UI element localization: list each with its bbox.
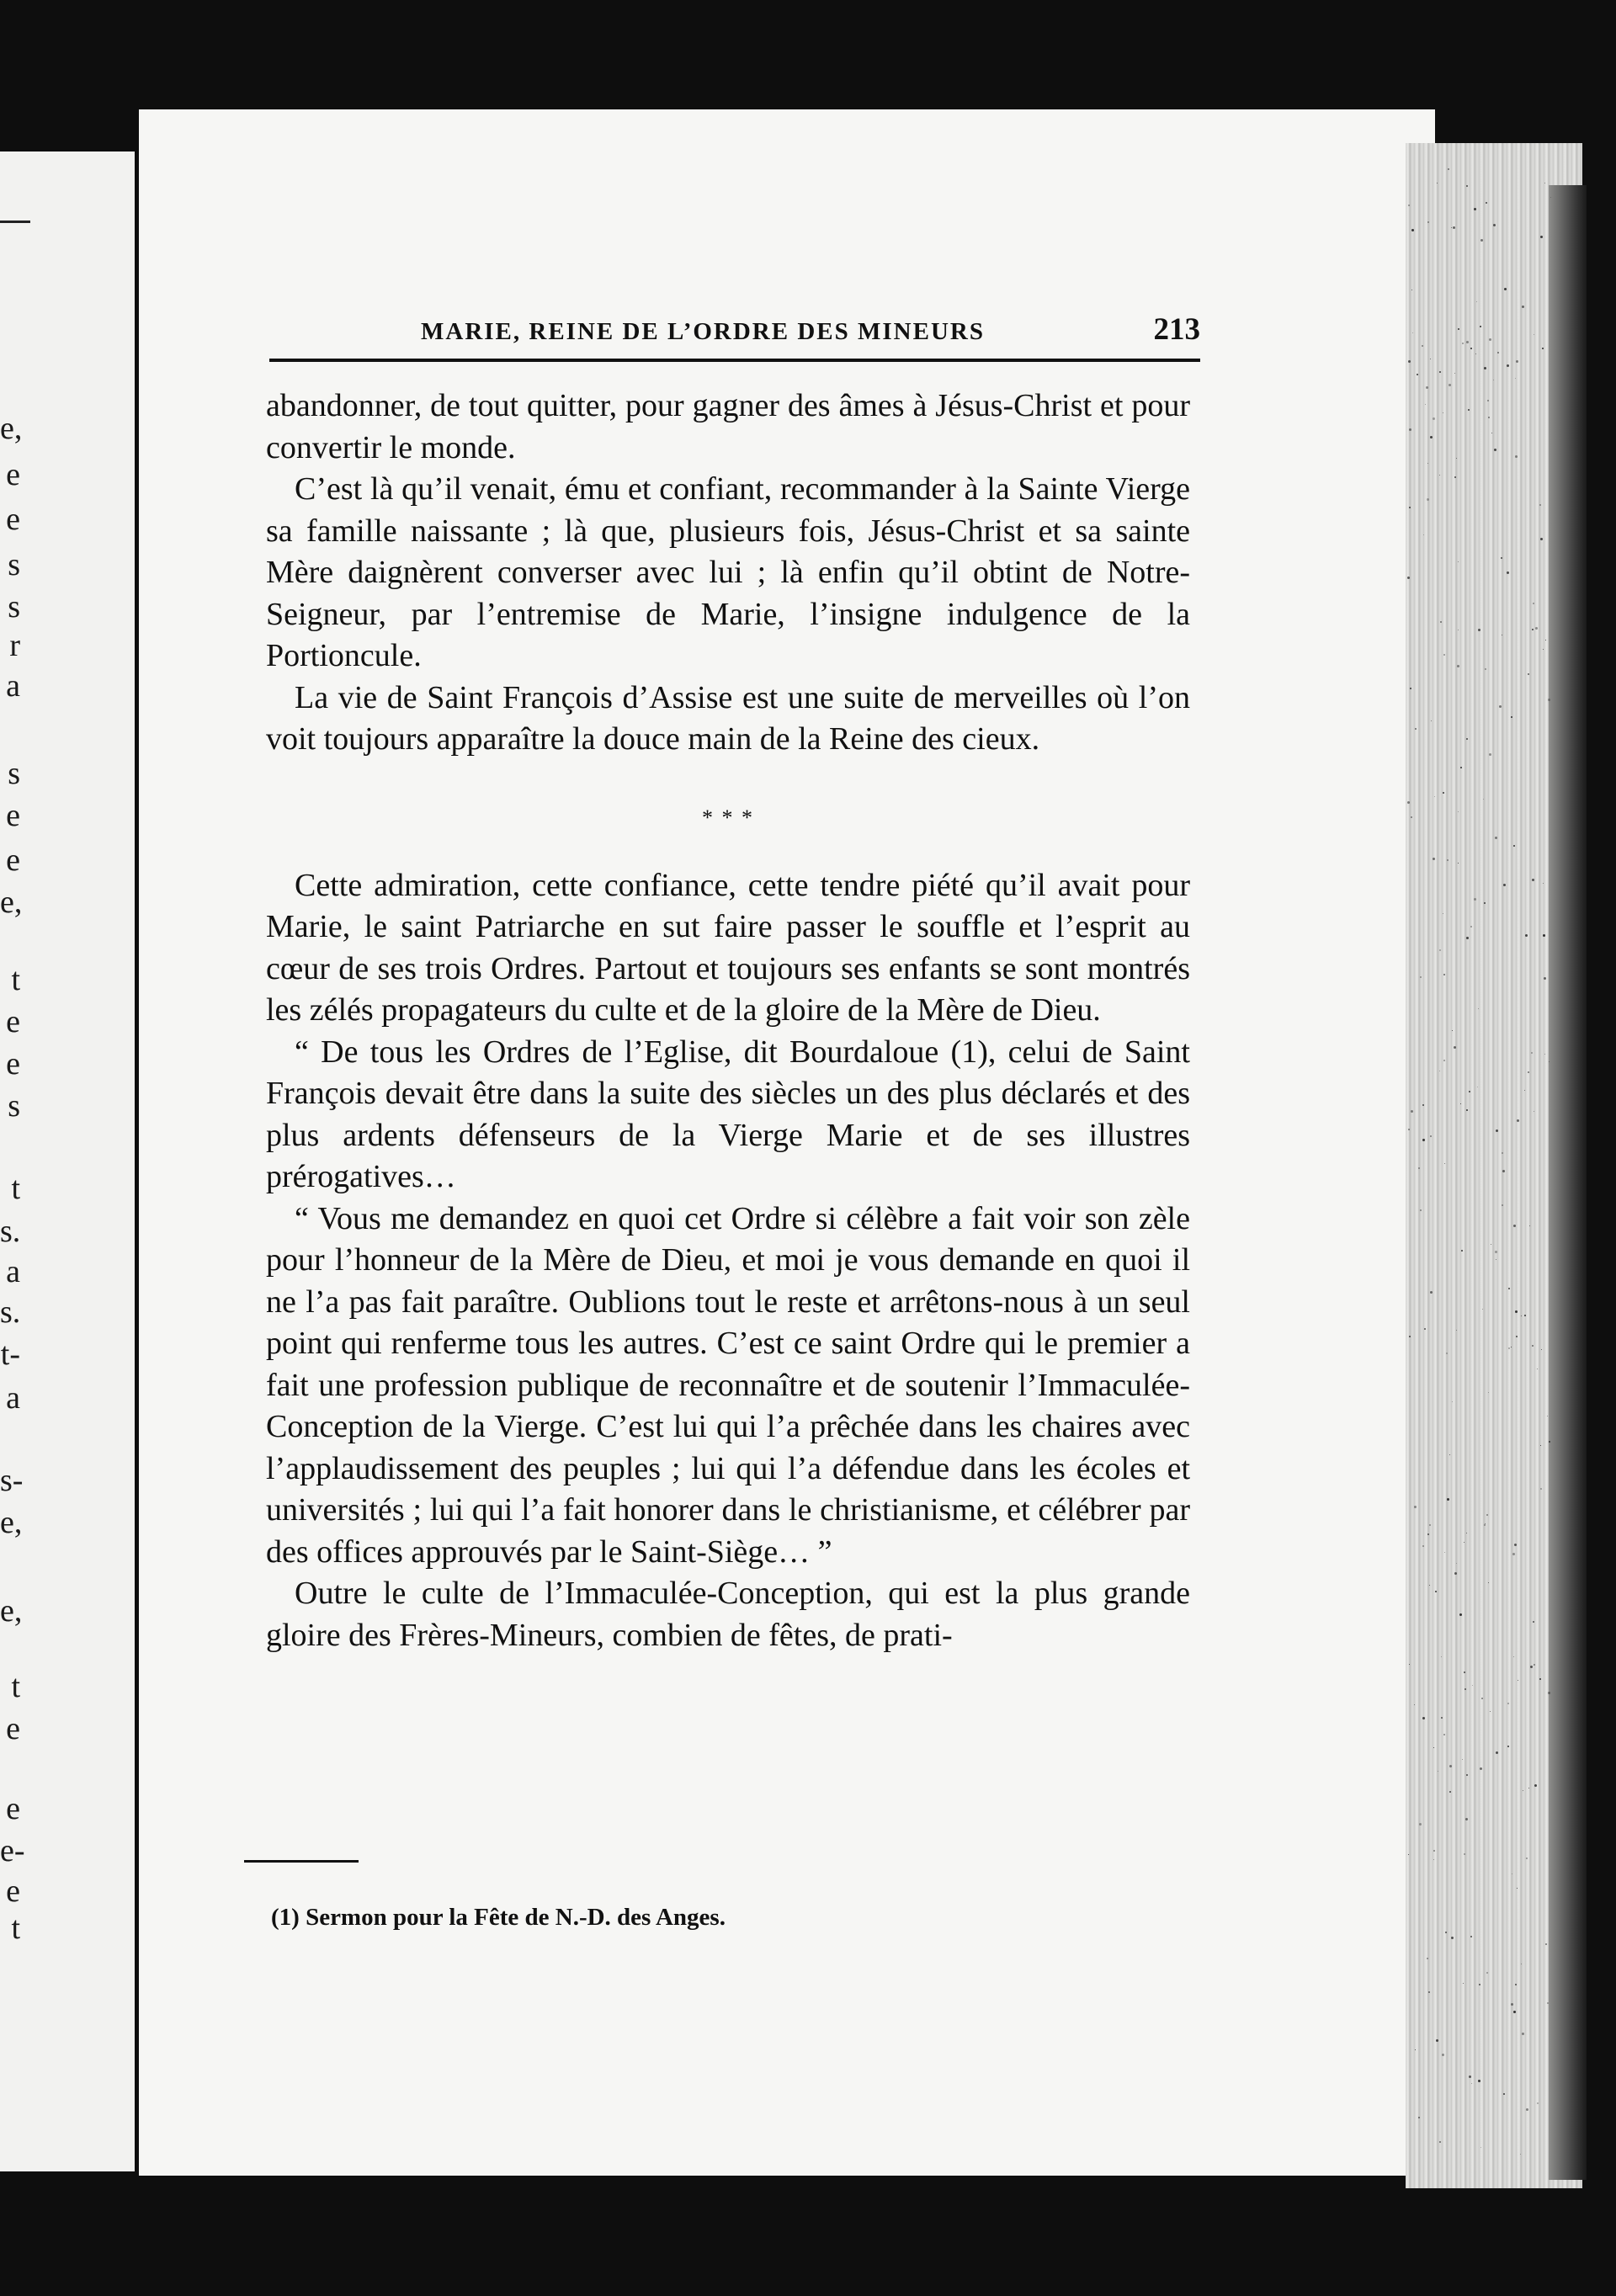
section-separator: * * * <box>702 805 754 830</box>
previous-page-fragment: t <box>11 1171 20 1206</box>
speck <box>1457 665 1459 667</box>
speck <box>1427 498 1429 501</box>
speck <box>1466 341 1469 343</box>
speck <box>1495 837 1497 839</box>
speck <box>1446 1353 1448 1354</box>
paragraph-5: “ De tous les Ordres de l’Eglise, dit Bourdaloue (1), celui de Saint François devait être dans la suite des siècles un des plus déclarés et des plus ardents défenseurs de la Vierge Marie et de ses illustres prérogatives… <box>266 1034 1190 1194</box>
speck <box>1466 1109 1468 1111</box>
speck <box>1454 476 1456 478</box>
speck <box>1540 1445 1541 1446</box>
speck <box>1468 409 1470 411</box>
speck <box>1544 977 1546 980</box>
speck <box>1507 364 1509 367</box>
previous-page-fragment: e <box>6 502 20 537</box>
speck <box>1458 811 1459 812</box>
previous-page-fragment: e- <box>0 1833 25 1868</box>
speck <box>1550 197 1551 198</box>
previous-page-fragment: e <box>6 457 20 492</box>
speck <box>1549 1061 1550 1062</box>
speck <box>1460 767 1462 768</box>
speck <box>1439 371 1441 373</box>
speck <box>1418 2117 1420 2118</box>
footnote-rule <box>244 1860 359 1863</box>
footnote: (1) Sermon pour la Fête de N.-D. des Anges. <box>271 1904 726 1931</box>
speck <box>1469 2075 1471 2078</box>
speck <box>1415 2049 1416 2050</box>
speck <box>1497 352 1499 353</box>
speck <box>1489 753 1491 756</box>
speck <box>1478 2080 1480 2082</box>
paragraph-4: Cette admiration, cette confiance, cette tendre piété qu’il avait pour Marie, le saint Patriarche en sut faire passer le souffle et l’esprit au cœur de ses trois Ordres. Partout et toujours ses enfants se sont montrés les zélés propagateurs du culte et de la gloire de la Mère de Dieu. <box>266 867 1190 1028</box>
speck <box>1522 2033 1524 2035</box>
speck <box>1542 348 1544 349</box>
header-rule <box>269 359 1200 362</box>
speck <box>1472 1685 1473 1686</box>
speck <box>1420 976 1422 978</box>
speck <box>1422 345 1423 347</box>
speck <box>1443 654 1445 656</box>
previous-page-fragment: t <box>11 962 20 997</box>
speck <box>1435 1591 1437 1592</box>
speck <box>1425 404 1426 405</box>
speck <box>1409 507 1411 508</box>
speck <box>1458 328 1459 330</box>
speck <box>1444 1552 1445 1553</box>
previous-page-fragment: e <box>6 842 20 878</box>
speck <box>1410 688 1411 689</box>
speck <box>1408 1129 1410 1130</box>
previous-page-fragment: s <box>8 589 20 624</box>
speck <box>1443 1734 1445 1735</box>
speck <box>1502 1170 1505 1172</box>
speck <box>1515 1310 1518 1313</box>
speck <box>1471 2083 1472 2084</box>
previous-page-fragment: s <box>8 547 20 582</box>
previous-page-fragment: e <box>6 1791 20 1826</box>
previous-page-fragment: e, <box>0 885 23 920</box>
previous-page-fragment: e <box>6 1046 20 1082</box>
previous-page-fragment: e <box>6 1873 20 1909</box>
speck <box>1528 1071 1529 1073</box>
previous-page-fragment: t- <box>0 1337 20 1372</box>
speck <box>1409 1336 1411 1337</box>
speck <box>1452 1030 1453 1031</box>
speck <box>1426 386 1428 389</box>
speck <box>1503 2093 1505 2095</box>
previous-page-fragment: e, <box>0 411 23 446</box>
speck <box>1414 1704 1415 1705</box>
speck <box>1513 2011 1516 2013</box>
speck <box>1515 1984 1517 1985</box>
speck <box>1484 367 1486 369</box>
previous-page-fragment: e <box>6 1004 20 1039</box>
previous-page <box>0 151 135 2171</box>
paragraph-1: abandonner, de tout quitter, pour gagner des âmes à Jésus-Christ et pour convertir le monde. <box>266 388 1190 465</box>
speck <box>1444 1163 1445 1164</box>
speck <box>1445 1932 1447 1933</box>
previous-page-fragment: r <box>9 628 20 663</box>
speck <box>1511 2003 1513 2006</box>
book-spine-shadow <box>1549 185 1587 2180</box>
speck <box>1486 1972 1488 1974</box>
speck <box>1433 1859 1434 1860</box>
previous-page-fragment: s <box>8 1088 20 1124</box>
speck <box>1499 705 1502 708</box>
speck <box>1496 1751 1498 1754</box>
speck <box>1408 1854 1409 1855</box>
speck <box>1526 2108 1528 2111</box>
speck <box>1474 208 1476 210</box>
speck <box>1452 1401 1453 1402</box>
previous-page-rule <box>0 221 30 223</box>
speck <box>1539 504 1541 506</box>
previous-page-fragment: s. <box>0 1214 21 1249</box>
speck <box>1522 306 1524 308</box>
speck <box>1513 845 1515 847</box>
speck <box>1443 974 1445 975</box>
speck <box>1454 373 1455 374</box>
speck <box>1407 801 1410 804</box>
previous-page-fragment: e <box>6 798 20 833</box>
previous-page-fragment: s <box>8 756 20 791</box>
previous-page-fragment: t <box>11 1669 20 1704</box>
speck <box>1543 883 1544 884</box>
speck <box>1488 1582 1489 1583</box>
paragraph-3: La vie de Saint François d’Assise est une suite de merveilles où l’on voit toujours apparaître la douce main de la Reine des cieux. <box>266 679 1190 757</box>
speck <box>1516 360 1518 363</box>
body-text <box>266 385 1190 1656</box>
previous-page-fragment: a <box>6 1254 20 1289</box>
speck <box>1449 1791 1451 1793</box>
speck <box>1478 629 1480 631</box>
speck <box>1540 1488 1542 1490</box>
speck <box>1430 1135 1432 1137</box>
previous-page-fragment: a <box>6 668 20 704</box>
speck <box>1436 2039 1438 2042</box>
speck <box>1507 1703 1509 1704</box>
speck <box>1480 326 1481 327</box>
speck <box>1465 1818 1468 1820</box>
speck <box>1409 1664 1410 1665</box>
paragraph-7: Outre le culte de l’Immaculée-Conception, qui est la plus grande gloire des Frères-Mineurs, combien de fêtes, de prati- <box>266 1576 1190 1653</box>
paragraph-2: C’est là qu’il venait, ému et confiant, recommander à la Sainte Vierge sa famille naissante ; là que, plusieurs fois, Jésus-Christ et sa sainte Mère daignèrent converser avec lui ; là enfin qu’il obtint de Notre-Seigneur, par l’entremise de Marie, l’insigne indulgence de la Portioncule. <box>266 471 1190 673</box>
speck <box>1533 603 1534 604</box>
paragraph-6: “ Vous me demandez en quoi cet Ordre si célèbre a fait voir son zèle pour l’honneur de la Mère de Dieu, et moi je vous demande en quoi il ne l’a pas fait paraître. Oublions tout le reste et arrêtons-nous à un seul point qui renferme tous les autres. C’est ce saint Ordre qui le premier a fait une profession publique de reconnaître et de soutenir l’Immaculée-Conception de la Vierge. C’est lui qui l’a prêchée dans les chaires avec l’applaudissement des peuples ; lui qui l’a défendue dans les écoles et universités ; lui qui l’a fait honorer dans le christianisme, et célébrer par des offices approuvés par le Saint-Siège… ” <box>266 1200 1190 1570</box>
previous-page-fragment: e, <box>0 1505 23 1540</box>
speck <box>1418 1167 1420 1169</box>
speck <box>1470 348 1472 349</box>
speck <box>1494 449 1496 451</box>
speck <box>1508 1288 1510 1289</box>
previous-page-fragment: e <box>6 1711 20 1746</box>
speck <box>1532 629 1534 630</box>
previous-page-fragment: e, <box>0 1593 23 1629</box>
page-number: 213 <box>1153 312 1200 347</box>
speck <box>1408 360 1411 363</box>
speck <box>1427 1958 1428 1959</box>
speck <box>1466 738 1468 740</box>
speck <box>1430 1291 1433 1294</box>
speck <box>1439 2141 1441 2143</box>
speck <box>1458 561 1459 562</box>
speck <box>1516 1336 1518 1337</box>
previous-page-fragment: t <box>11 1911 20 1946</box>
speck <box>1433 1747 1434 1748</box>
running-head-title: MARIE, REINE DE L’ORDRE DES MINEURS <box>421 318 985 345</box>
running-head <box>274 311 1199 353</box>
speck <box>1535 627 1538 630</box>
speck <box>1524 1090 1525 1091</box>
speck <box>1440 621 1442 623</box>
speck <box>1428 1991 1430 1993</box>
speck <box>1534 1664 1535 1666</box>
previous-page-fragment: s. <box>0 1294 21 1330</box>
speck <box>1486 1514 1488 1516</box>
speck <box>1423 534 1424 535</box>
previous-page-fragment: s- <box>0 1463 24 1498</box>
speck <box>1531 1052 1533 1054</box>
speck <box>1419 1823 1422 1826</box>
previous-page-fragment: a <box>6 1380 20 1416</box>
speck <box>1525 934 1528 937</box>
speck <box>1422 1545 1424 1547</box>
